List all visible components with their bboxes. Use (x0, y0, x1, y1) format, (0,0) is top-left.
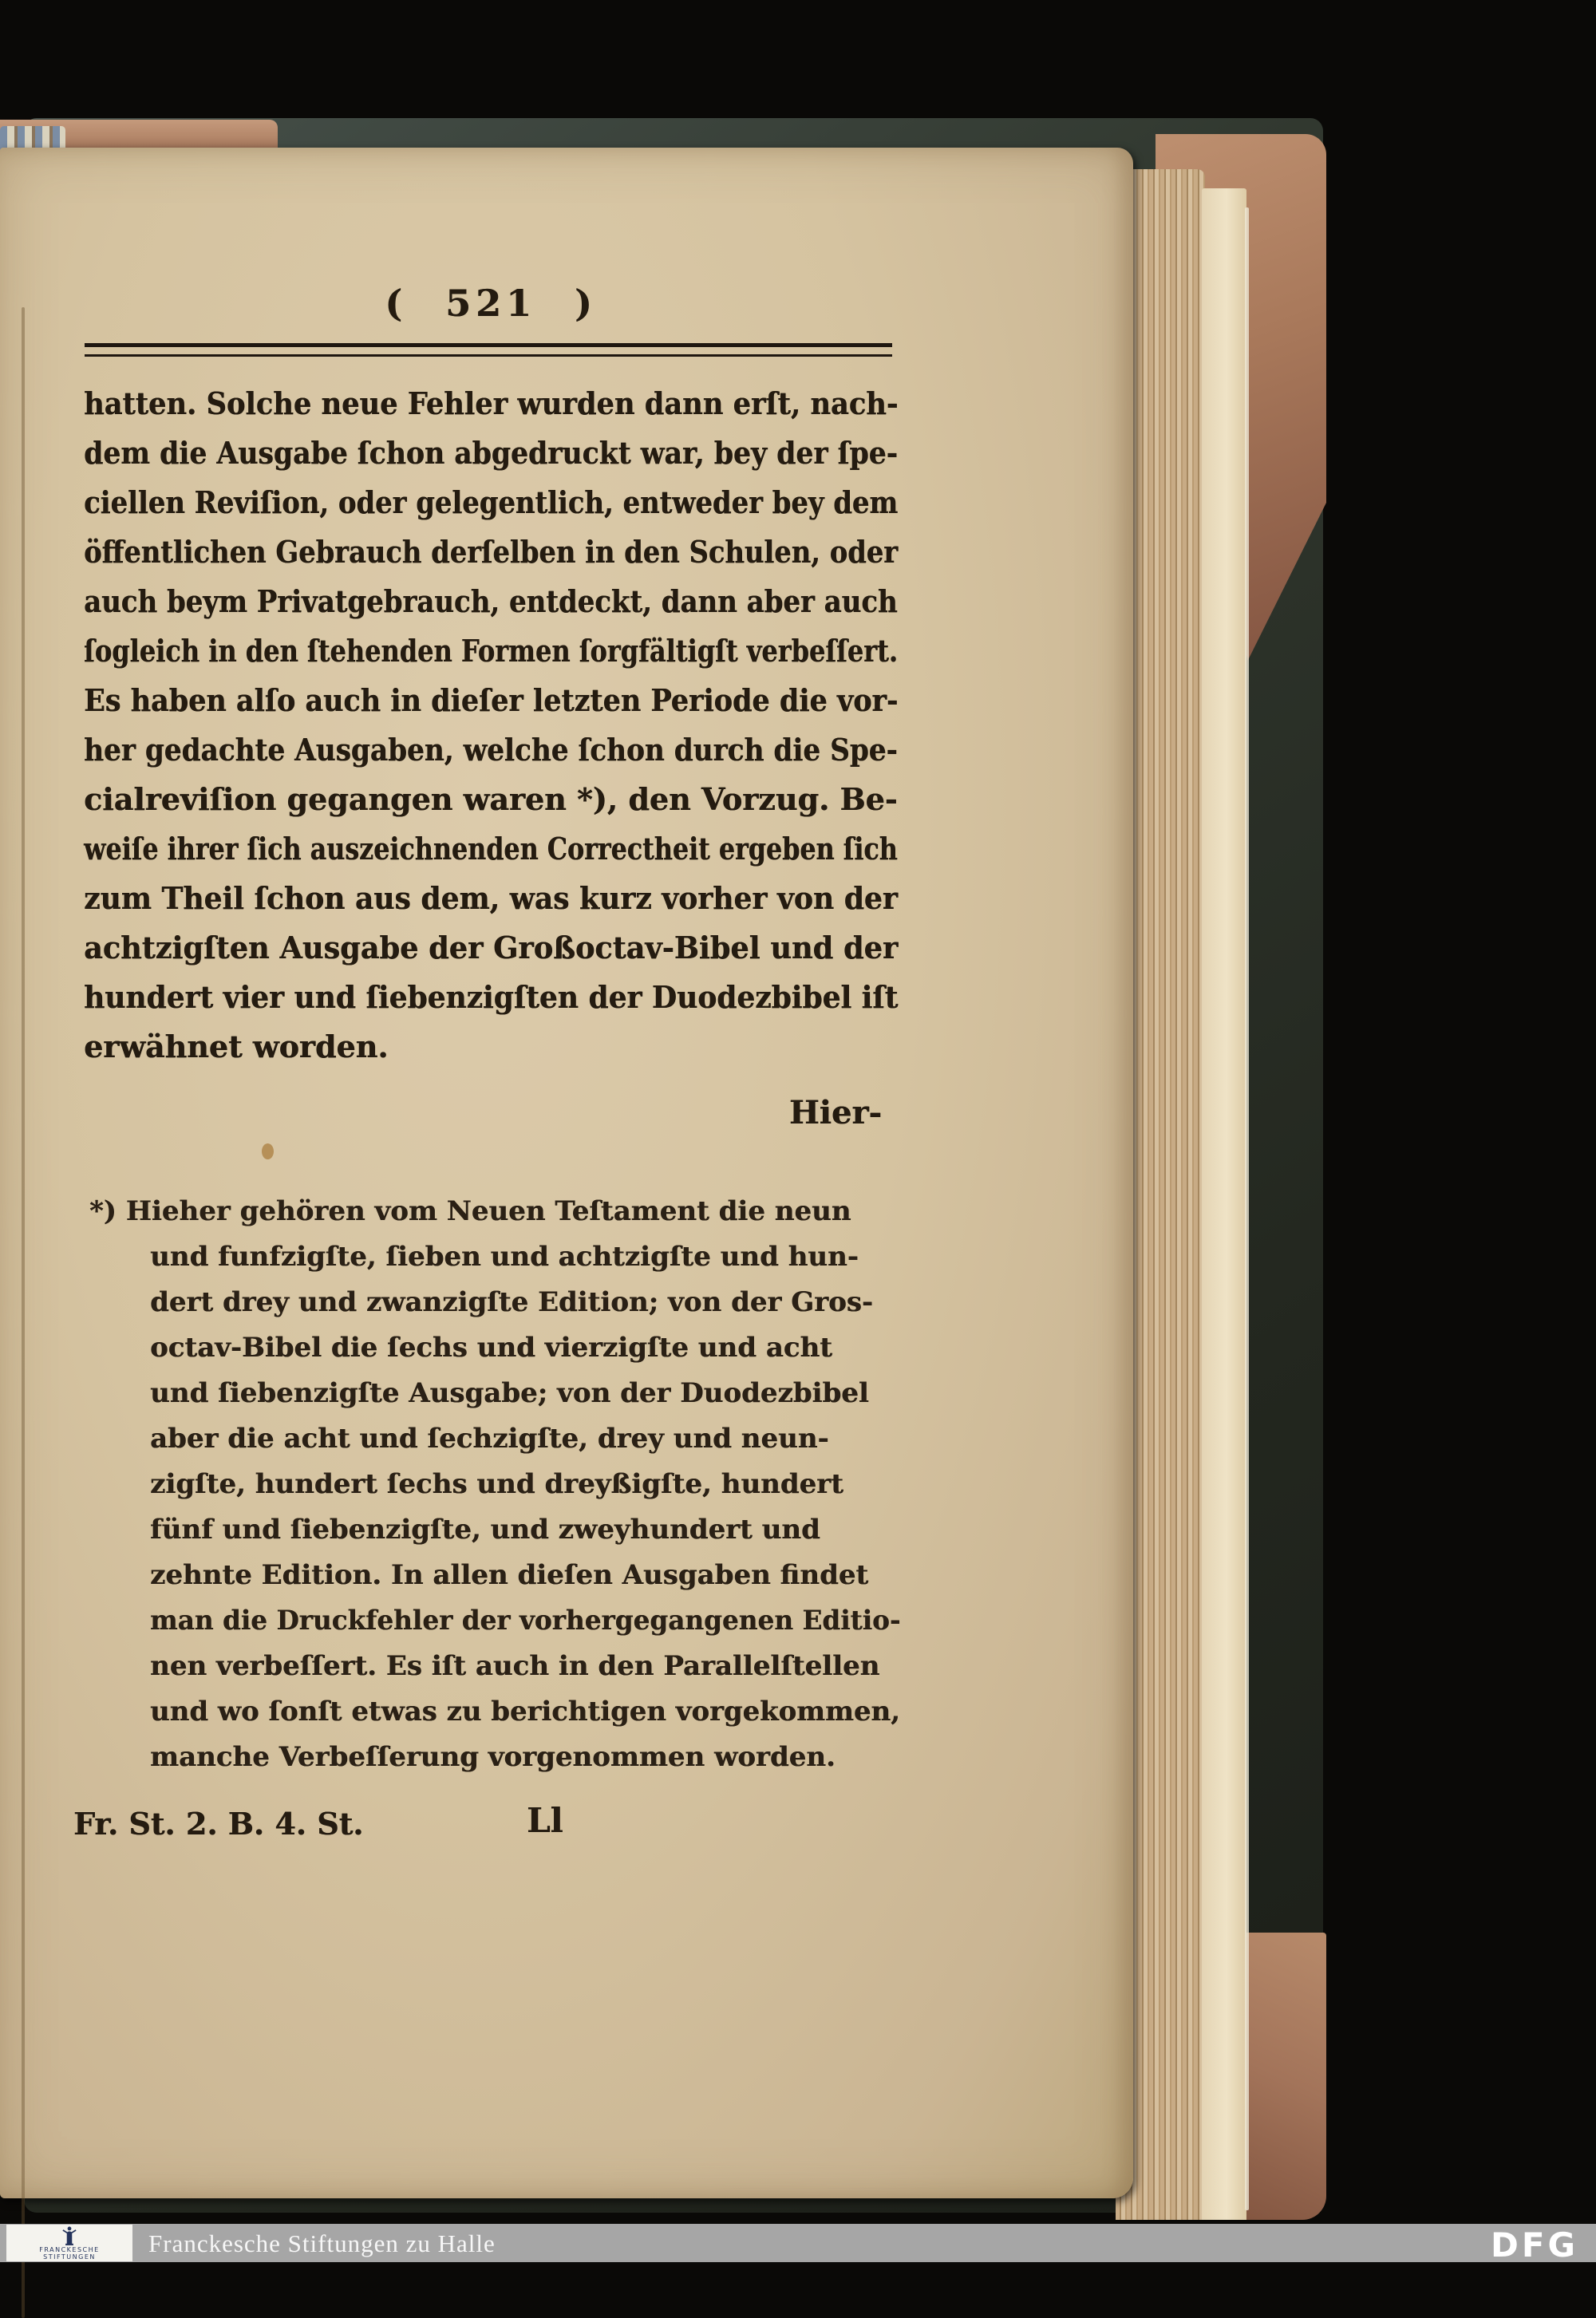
footnote-line: manche Verbeſſerung vorgenommen worden. (150, 1741, 836, 1773)
footnote-line: und funfzigſte, ſieben und achtzigſte und hun- (150, 1241, 859, 1273)
dfg-logo: DFG (1490, 2225, 1578, 2265)
footnote-line: und wo ſonſt etwas zu berichtigen vorgekommen, (150, 1696, 900, 1728)
footnote-line: *) Hieher gehören vom Neuen Teſtament die neun (89, 1195, 851, 1227)
body-text-line: hatten. Solche neue Fehler wurden dann erſt, nach- (84, 385, 899, 421)
footnote-line: octav-Bibel die ſechs und vierzigſte und acht (150, 1332, 832, 1364)
body-text-line: her gedachte Ausgaben, welche ſchon durch die Spe- (84, 732, 898, 768)
page-left-edge (22, 307, 25, 2318)
catchword: Hier- (788, 1094, 882, 1131)
footnote-line: und ſiebenzigſte Ausgabe; von der Duodezbibel (150, 1377, 869, 1409)
body-text-line: dem die Ausgabe ſchon abgedruckt war, bey der ſpe- (84, 435, 898, 471)
signature-row (73, 1801, 887, 1854)
library-name: Franckesche Stiftungen zu Halle (148, 2229, 496, 2257)
body-text-line: hundert vier und ſiebenzigſten der Duodezbibel iſt (84, 979, 899, 1015)
francke-statue-icon (59, 2225, 80, 2246)
library-logo-caption-line2: STIFTUNGEN (43, 2253, 96, 2261)
footnote-line: zehnte Edition. In allen dieſen Ausgaben findet (150, 1559, 869, 1591)
body-text-line: auch beym Privatgebrauch, entdeckt, dann aber auch (84, 583, 898, 619)
flyleaf-edge (1202, 188, 1246, 2220)
library-logo-box (6, 2225, 132, 2261)
library-logo-caption-line1: FRANCKESCHE (39, 2246, 100, 2253)
body-text-line: ciellen Reviſion, oder gelegentlich, entweder bey dem (84, 484, 899, 520)
body-text-line: ſogleich in den ſtehenden Formen ſorgfältigſt verbeſſert. (84, 633, 898, 669)
header-double-rule (85, 343, 892, 357)
body-text-line: öffentlichen Gebrauch derſelben in den Schulen, oder (84, 534, 898, 570)
footnote-line: dert drey und zwanzigſte Edition; von der Gros- (150, 1286, 873, 1318)
sheet-mark: Ll (527, 1801, 563, 1840)
body-text-line: cialreviſion gegangen waren *), den Vorzug. Be- (84, 781, 898, 817)
footnote-line: man die Druckfehler der vorhergegangenen Editio- (150, 1605, 901, 1637)
footnote-line: nen verbeſſert. Es iſt auch in den Parallelſtellen (150, 1650, 880, 1682)
footnote-line: aber die acht und ſechzigſte, drey und neun- (150, 1423, 829, 1455)
gathering-signature: Fr. St. 2. B. 4. St. (73, 1806, 364, 1842)
footnote-line: zigſte, hundert ſechs und dreyßigſte, hundert (150, 1468, 843, 1500)
page-number: ( 521 ) (385, 282, 597, 325)
body-text-line: erwähnet worden. (84, 1029, 389, 1064)
flyleaf-sliver (1245, 207, 1249, 2210)
footer-bar (0, 2224, 1596, 2265)
paper-stain (262, 1143, 274, 1159)
body-text-line: zum Theil ſchon aus dem, was kurz vorher von der (84, 880, 898, 916)
body-text (84, 379, 898, 1072)
body-text-line: achtzigſten Ausgabe der Großoctav-Bibel und der (84, 930, 899, 966)
footnote (89, 1189, 900, 1780)
book-page (0, 148, 1133, 2198)
body-text-line: Es haben alſo auch in dieſer letzten Periode die vor- (84, 682, 899, 718)
body-text-line: weiſe ihrer ſich auszeichnenden Correctheit ergeben ſich (84, 831, 898, 867)
footnote-line: fünf und ſiebenzigſte, und zweyhundert und (150, 1514, 820, 1546)
